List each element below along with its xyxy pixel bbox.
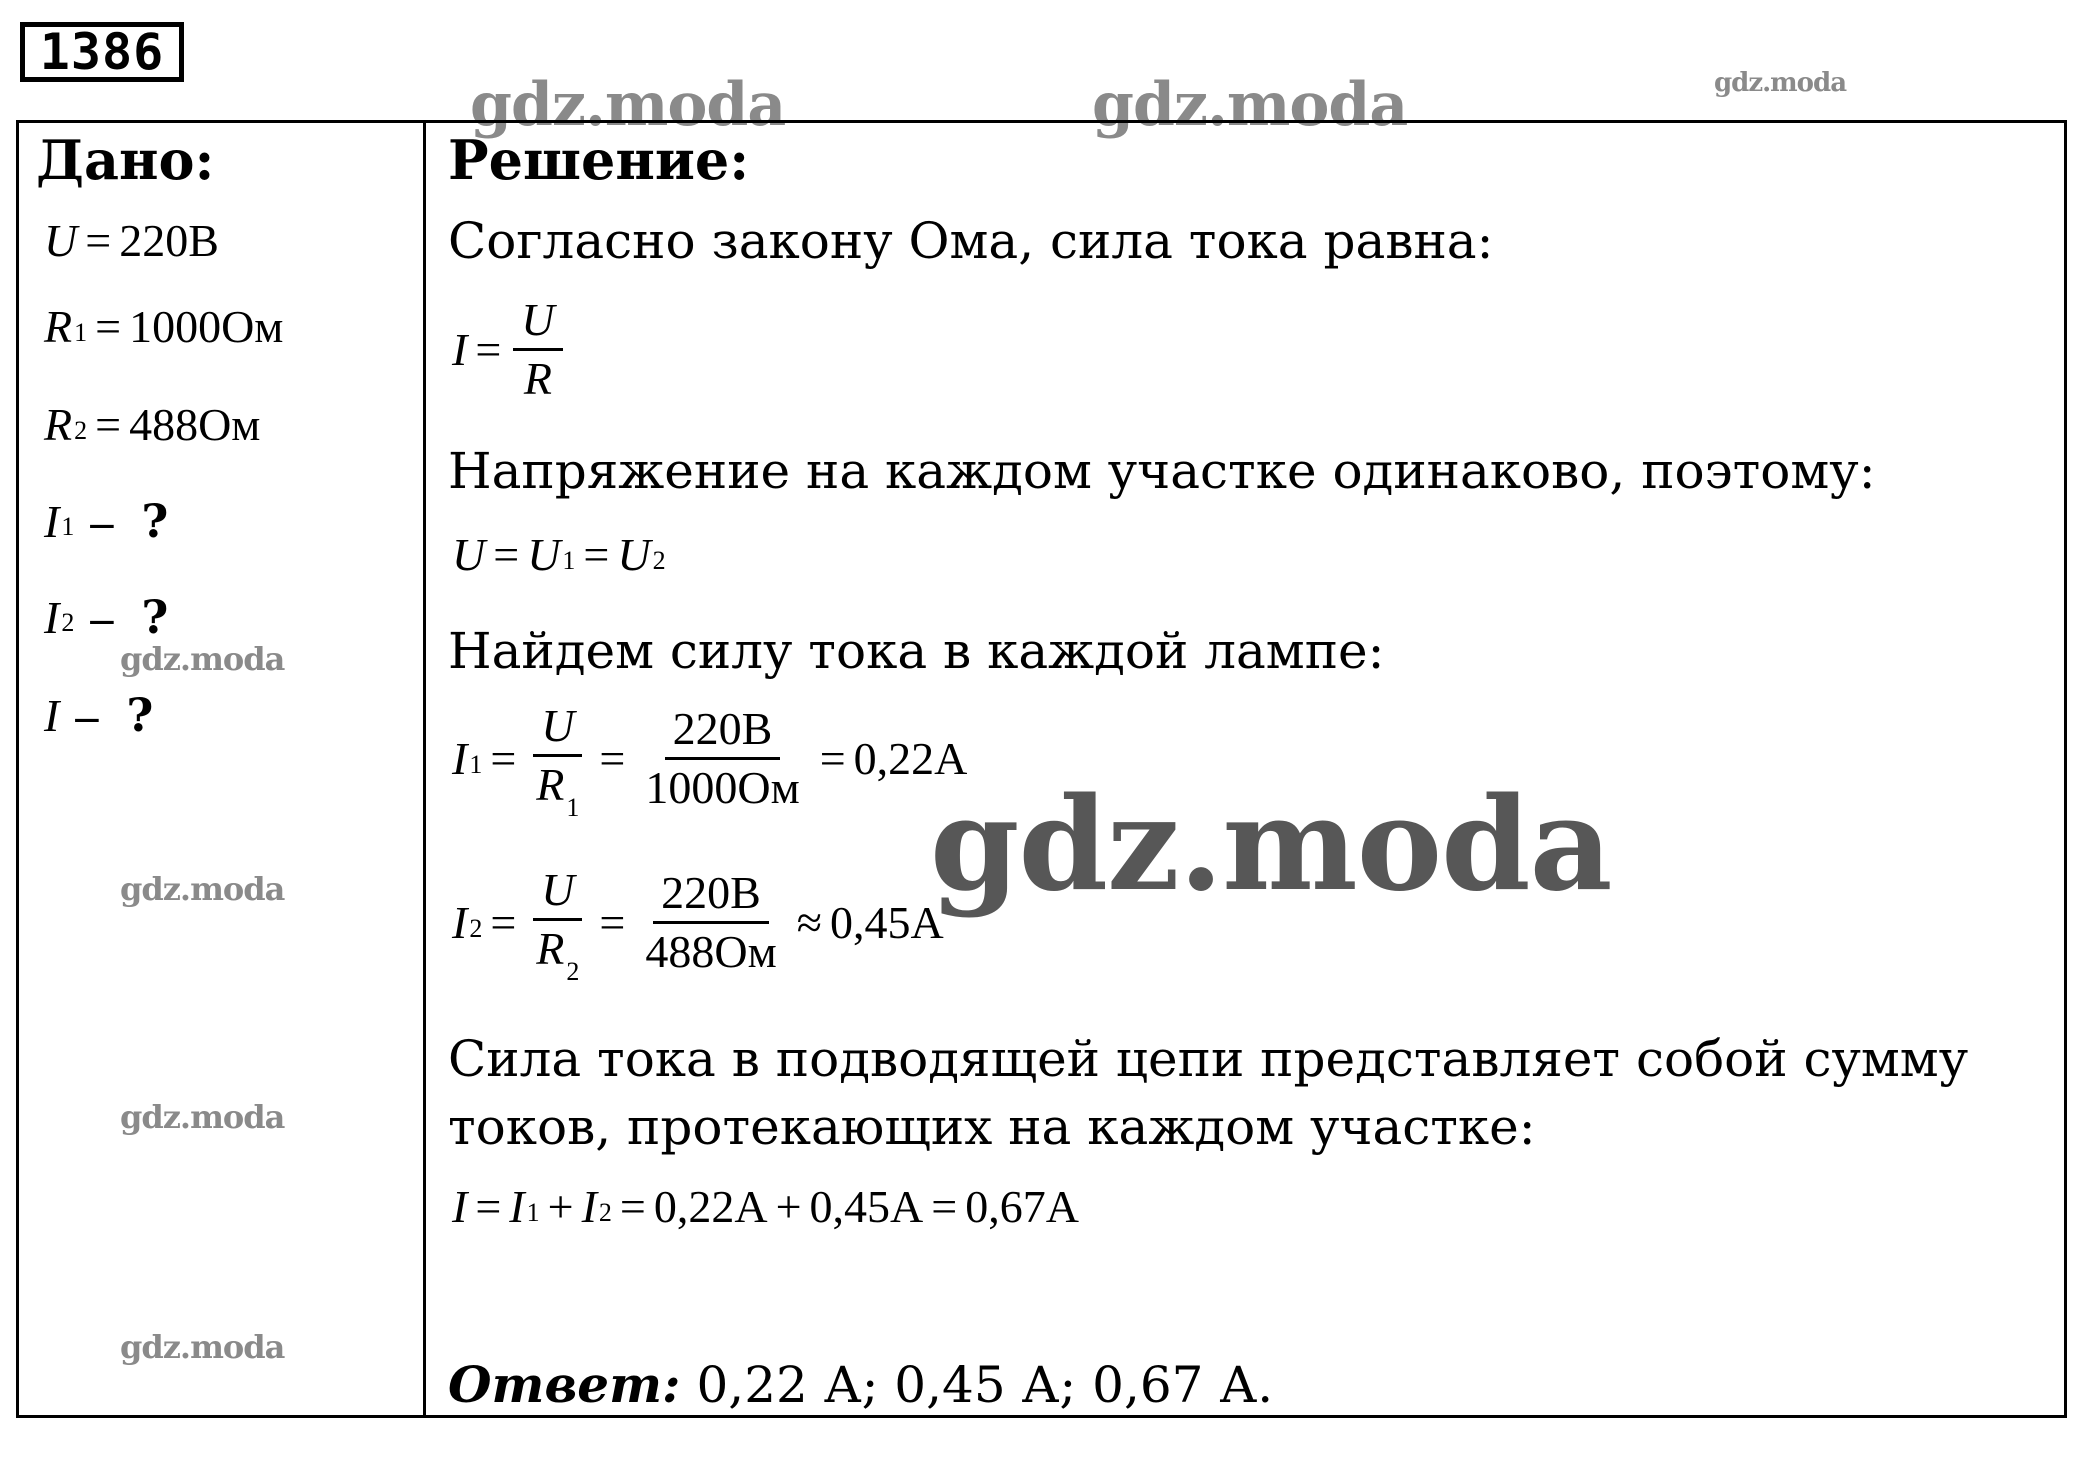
solution-heading: Решение: xyxy=(448,128,750,192)
solution-text-voltage: Напряжение на каждом участке одинаково, поэтому: xyxy=(448,442,1876,500)
formula-voltage: U = U $_1$ = U $_2$ xyxy=(452,529,666,580)
find-i: I – ? xyxy=(44,688,154,742)
watermark: gdz.moda xyxy=(120,1328,285,1366)
given-r2: R $_2$ = 488Ом xyxy=(44,399,261,450)
watermark: gdz.moda xyxy=(120,1098,285,1136)
solution-text-sum-2: токов, протекающих на каждом участке: xyxy=(448,1098,1536,1156)
solution-text-ohm: Согласно закону Ома, сила тока равна: xyxy=(448,212,1494,270)
column-divider xyxy=(423,120,426,1418)
formula-i2: I $_2$ = $\frac{U}{R_2}$ = $\frac{220B}{488Ом}$ ≈ 0,45A xyxy=(452,864,944,987)
formula-total: I = I $_1$ + I $_2$ = 0,22A + 0,45A = 0,67A xyxy=(452,1181,1079,1232)
watermark: gdz.moda xyxy=(1714,68,1847,98)
find-i2: I $_2$ – ? xyxy=(44,590,169,644)
answer-label: Ответ: xyxy=(448,1355,681,1414)
watermark: gdz.moda xyxy=(470,70,786,140)
watermark: gdz.moda xyxy=(1092,70,1408,140)
given-voltage: U = 220B xyxy=(44,215,219,266)
watermark: gdz.moda xyxy=(930,770,1612,920)
formula-i1: I $_1$ = $\frac{U}{R_1}$ = $\frac{220B}{1000Ом}$ = 0,22A xyxy=(452,700,968,823)
problem-number: 1386 xyxy=(20,22,184,82)
answer-text: 0,22 А; 0,45 А; 0,67 А. xyxy=(696,1356,1274,1414)
answer-line xyxy=(448,1355,1273,1414)
formula-ohm: I = $\frac{U}{R}$ xyxy=(452,296,567,404)
find-i1: I $_1$ – ? xyxy=(44,494,169,548)
given-heading: Дано: xyxy=(36,128,215,192)
solution-text-find: Найдем силу тока в каждой лампе: xyxy=(448,622,1385,680)
solution-text-sum-1: Сила тока в подводящей цепи представляет собой сумму xyxy=(448,1030,1969,1088)
watermark: gdz.moda xyxy=(120,870,285,908)
given-r1: R $_1$ = 1000Ом xyxy=(44,301,284,352)
watermark: gdz.moda xyxy=(120,640,285,678)
